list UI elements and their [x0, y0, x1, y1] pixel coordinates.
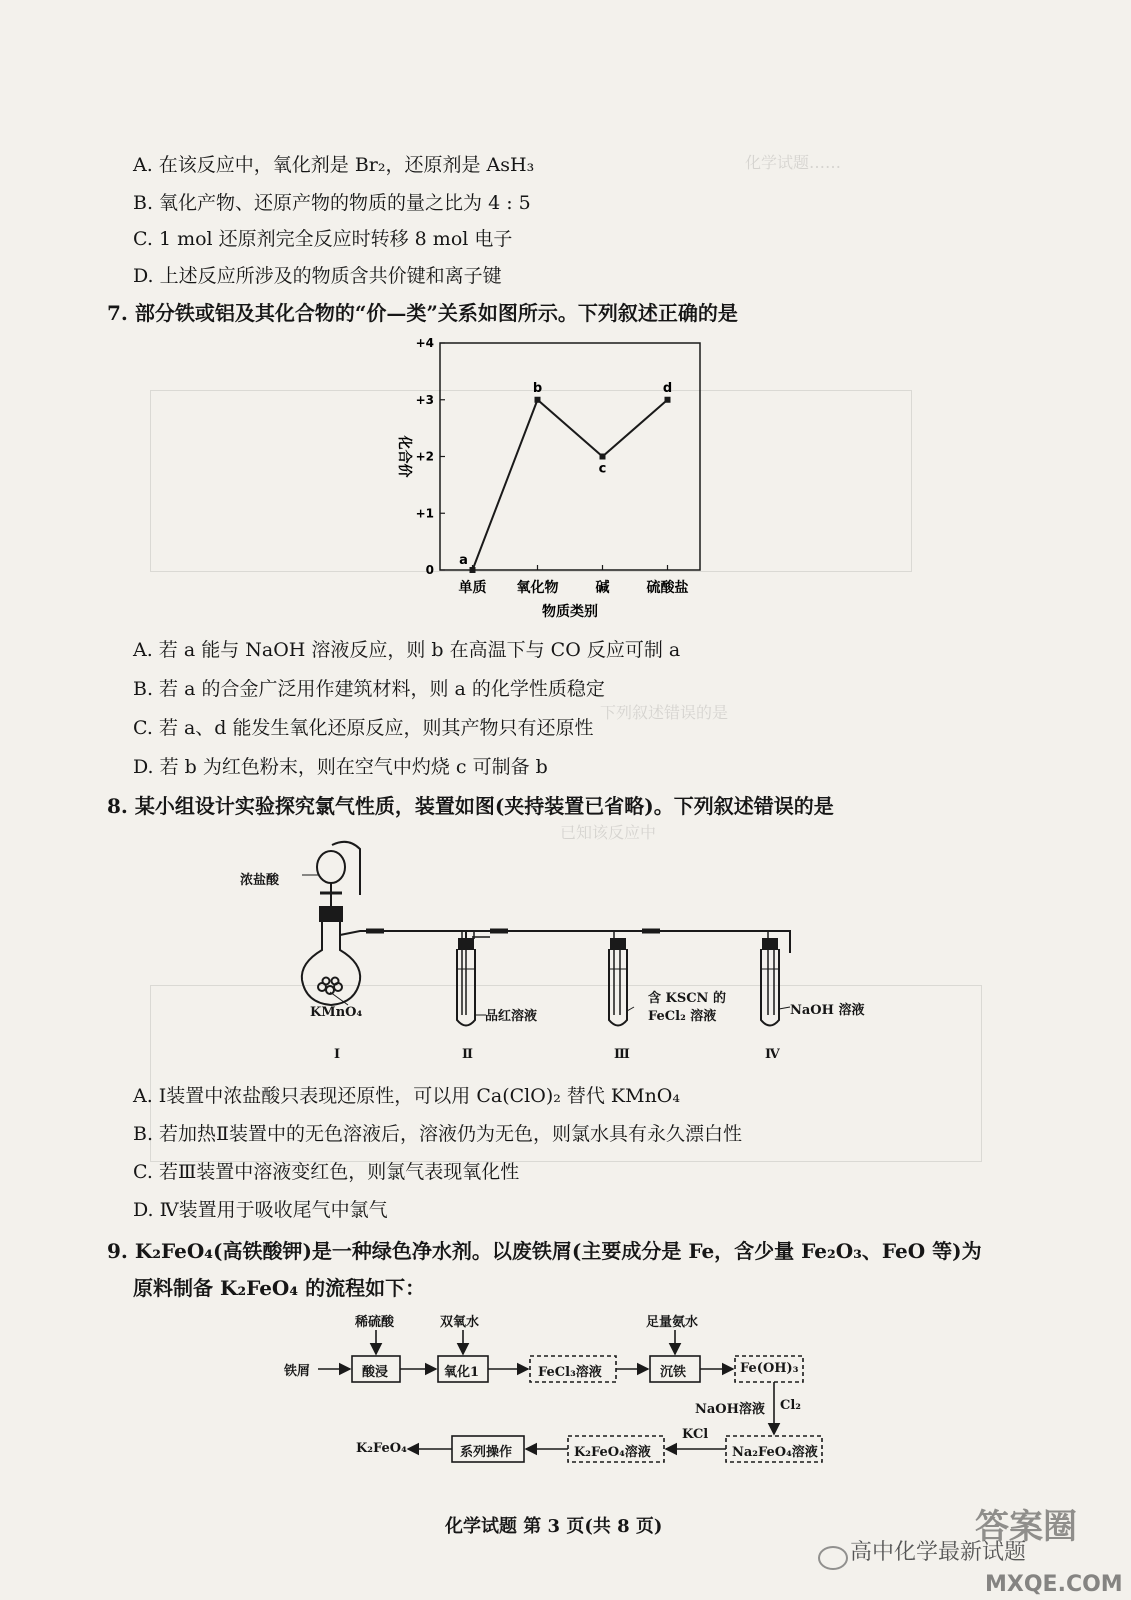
- product-k2feo4-solution: K₂FeO₄溶液: [574, 1445, 651, 1460]
- y-tick-label: +2: [415, 449, 434, 464]
- point-d: [665, 397, 671, 403]
- reagent-naoh-solution: NaOH溶液: [695, 1402, 765, 1417]
- valence-class-chart: [370, 335, 730, 625]
- point-label-c: c: [598, 461, 607, 477]
- reagent-dilute-sulfuric: 稀硫酸: [355, 1315, 395, 1330]
- series-line: [473, 400, 668, 570]
- q6-option-b: B. 氧化产物、还原产物的物质的量之比为 4 : 5: [133, 192, 531, 214]
- page-footer: 化学试题 第 3 页(共 8 页): [445, 1516, 663, 1537]
- x-tick-label: 碱: [595, 580, 610, 596]
- label-kmno4: KMnO₄: [310, 1005, 363, 1020]
- q8-stem: 8. 某小组设计实验探究氯气性质，装置如图(夹持装置已省略)。下列叙述错误的是: [107, 794, 834, 818]
- q7-stem: 7. 部分铁或铝及其化合物的“价—类”关系如图所示。下列叙述正确的是: [107, 301, 738, 325]
- y-tick-label: 0: [425, 563, 434, 577]
- x-axis-title: 物质类别: [542, 604, 598, 620]
- plot-frame: [440, 343, 700, 570]
- wechat-icon: [818, 1546, 848, 1570]
- step-oxidation-1: 氧化1: [444, 1365, 480, 1380]
- label-conc-hcl: 浓盐酸: [240, 873, 280, 888]
- q7-option-c: C. 若 a、d 能发生氧化还原反应，则其产物只有还原性: [133, 717, 594, 739]
- step-acid-leach: 酸浸: [362, 1365, 389, 1380]
- product-fe-oh3: Fe(OH)₃: [740, 1361, 799, 1376]
- q7-option-b: B. 若 a 的合金广泛用作建筑材料，则 a 的化学性质稳定: [133, 678, 605, 700]
- q7-option-a: A. 若 a 能与 NaOH 溶液反应，则 b 在高温下与 CO 反应可制 a: [133, 639, 681, 661]
- q8-option-b: B. 若加热Ⅱ装置中的无色溶液后，溶液仍为无色，则氯水具有永久漂白性: [133, 1123, 742, 1145]
- reagent-kcl: KCl: [682, 1427, 709, 1442]
- q8-option-a: A. Ⅰ装置中浓盐酸只表现还原性，可以用 Ca(ClO)₂ 替代 KMnO₄: [133, 1085, 681, 1107]
- y-axis-title: 化合价: [396, 435, 412, 478]
- q9-stem-line2: 原料制备 K₂FeO₄ 的流程如下：: [133, 1276, 426, 1300]
- q9-stem-line1: 9. K₂FeO₄(高铁酸钾)是一种绿色净水剂。以废铁屑(主要成分是 Fe，含少量 Fe₂O₃、FeO 等)为: [107, 1239, 982, 1263]
- label-device-3: Ⅲ: [614, 1047, 630, 1062]
- watermark-logo: 答案圈: [975, 1507, 1077, 1547]
- apparatus-drawing: [230, 835, 830, 1070]
- q7-option-d: D. 若 b 为红色粉末，则在空气中灼烧 c 可制备 b: [133, 756, 548, 778]
- watermark-url: MXQE.COM: [985, 1572, 1123, 1597]
- x-tick-label: 单质: [458, 580, 487, 596]
- q6-option-c: C. 1 mol 还原剂完全反应时转移 8 mol 电子: [133, 228, 513, 250]
- point-c: [600, 454, 606, 460]
- step-series-operations: 系列操作: [460, 1445, 513, 1460]
- watermark-text: 高中化学最新试题: [850, 1540, 1027, 1565]
- y-tick-label: +3: [415, 392, 434, 407]
- point-label-a: a: [459, 553, 468, 568]
- q8-option-d: D. Ⅳ装置用于吸收尾气中氯气: [133, 1199, 388, 1221]
- reagent-cl2: Cl₂: [780, 1398, 801, 1413]
- x-tick-label: 氧化物: [516, 580, 559, 596]
- label-naoh-solution: NaOH 溶液: [790, 1003, 865, 1018]
- point-b: [535, 397, 541, 403]
- point-a: [470, 567, 476, 573]
- product-fecl3-solution: FeCl₃溶液: [538, 1365, 602, 1380]
- x-tick-label: 硫酸盐: [646, 580, 689, 596]
- q8-option-c: C. 若Ⅲ装置中溶液变红色，则氯气表现氧化性: [133, 1161, 520, 1183]
- reagent-ammonia: 足量氨水: [646, 1315, 699, 1330]
- point-label-d: d: [662, 380, 673, 396]
- step-precipitate-iron: 沉铁: [660, 1365, 687, 1380]
- y-tick-label: +4: [415, 336, 434, 350]
- chlorine-apparatus-diagram: [230, 835, 865, 1070]
- k2feo4-process-flowchart: [280, 1308, 840, 1488]
- product-na2feo4-solution: Na₂FeO₄溶液: [732, 1445, 818, 1460]
- label-kscn-line2: FeCl₂ 溶液: [648, 1009, 717, 1024]
- reagent-h2o2: 双氧水: [440, 1315, 480, 1330]
- label-kscn-line1: 含 KSCN 的: [648, 991, 726, 1006]
- q6-option-d: D. 上述反应所涉及的物质含共价键和离子键: [133, 265, 502, 287]
- label-device-4: Ⅳ: [765, 1047, 780, 1062]
- y-tick-label: +1: [415, 506, 434, 521]
- label-magenta-solution: 品红溶液: [485, 1009, 538, 1024]
- flow-start-iron-scrap: 铁屑: [284, 1364, 311, 1379]
- q6-option-a: A. 在该反应中，氧化剂是 Br₂，还原剂是 AsH₃: [133, 154, 535, 176]
- point-label-b: b: [532, 380, 543, 396]
- label-device-2: Ⅱ: [462, 1047, 473, 1062]
- flow-end-k2feo4: K₂FeO₄: [356, 1441, 407, 1456]
- label-device-1: Ⅰ: [334, 1047, 341, 1062]
